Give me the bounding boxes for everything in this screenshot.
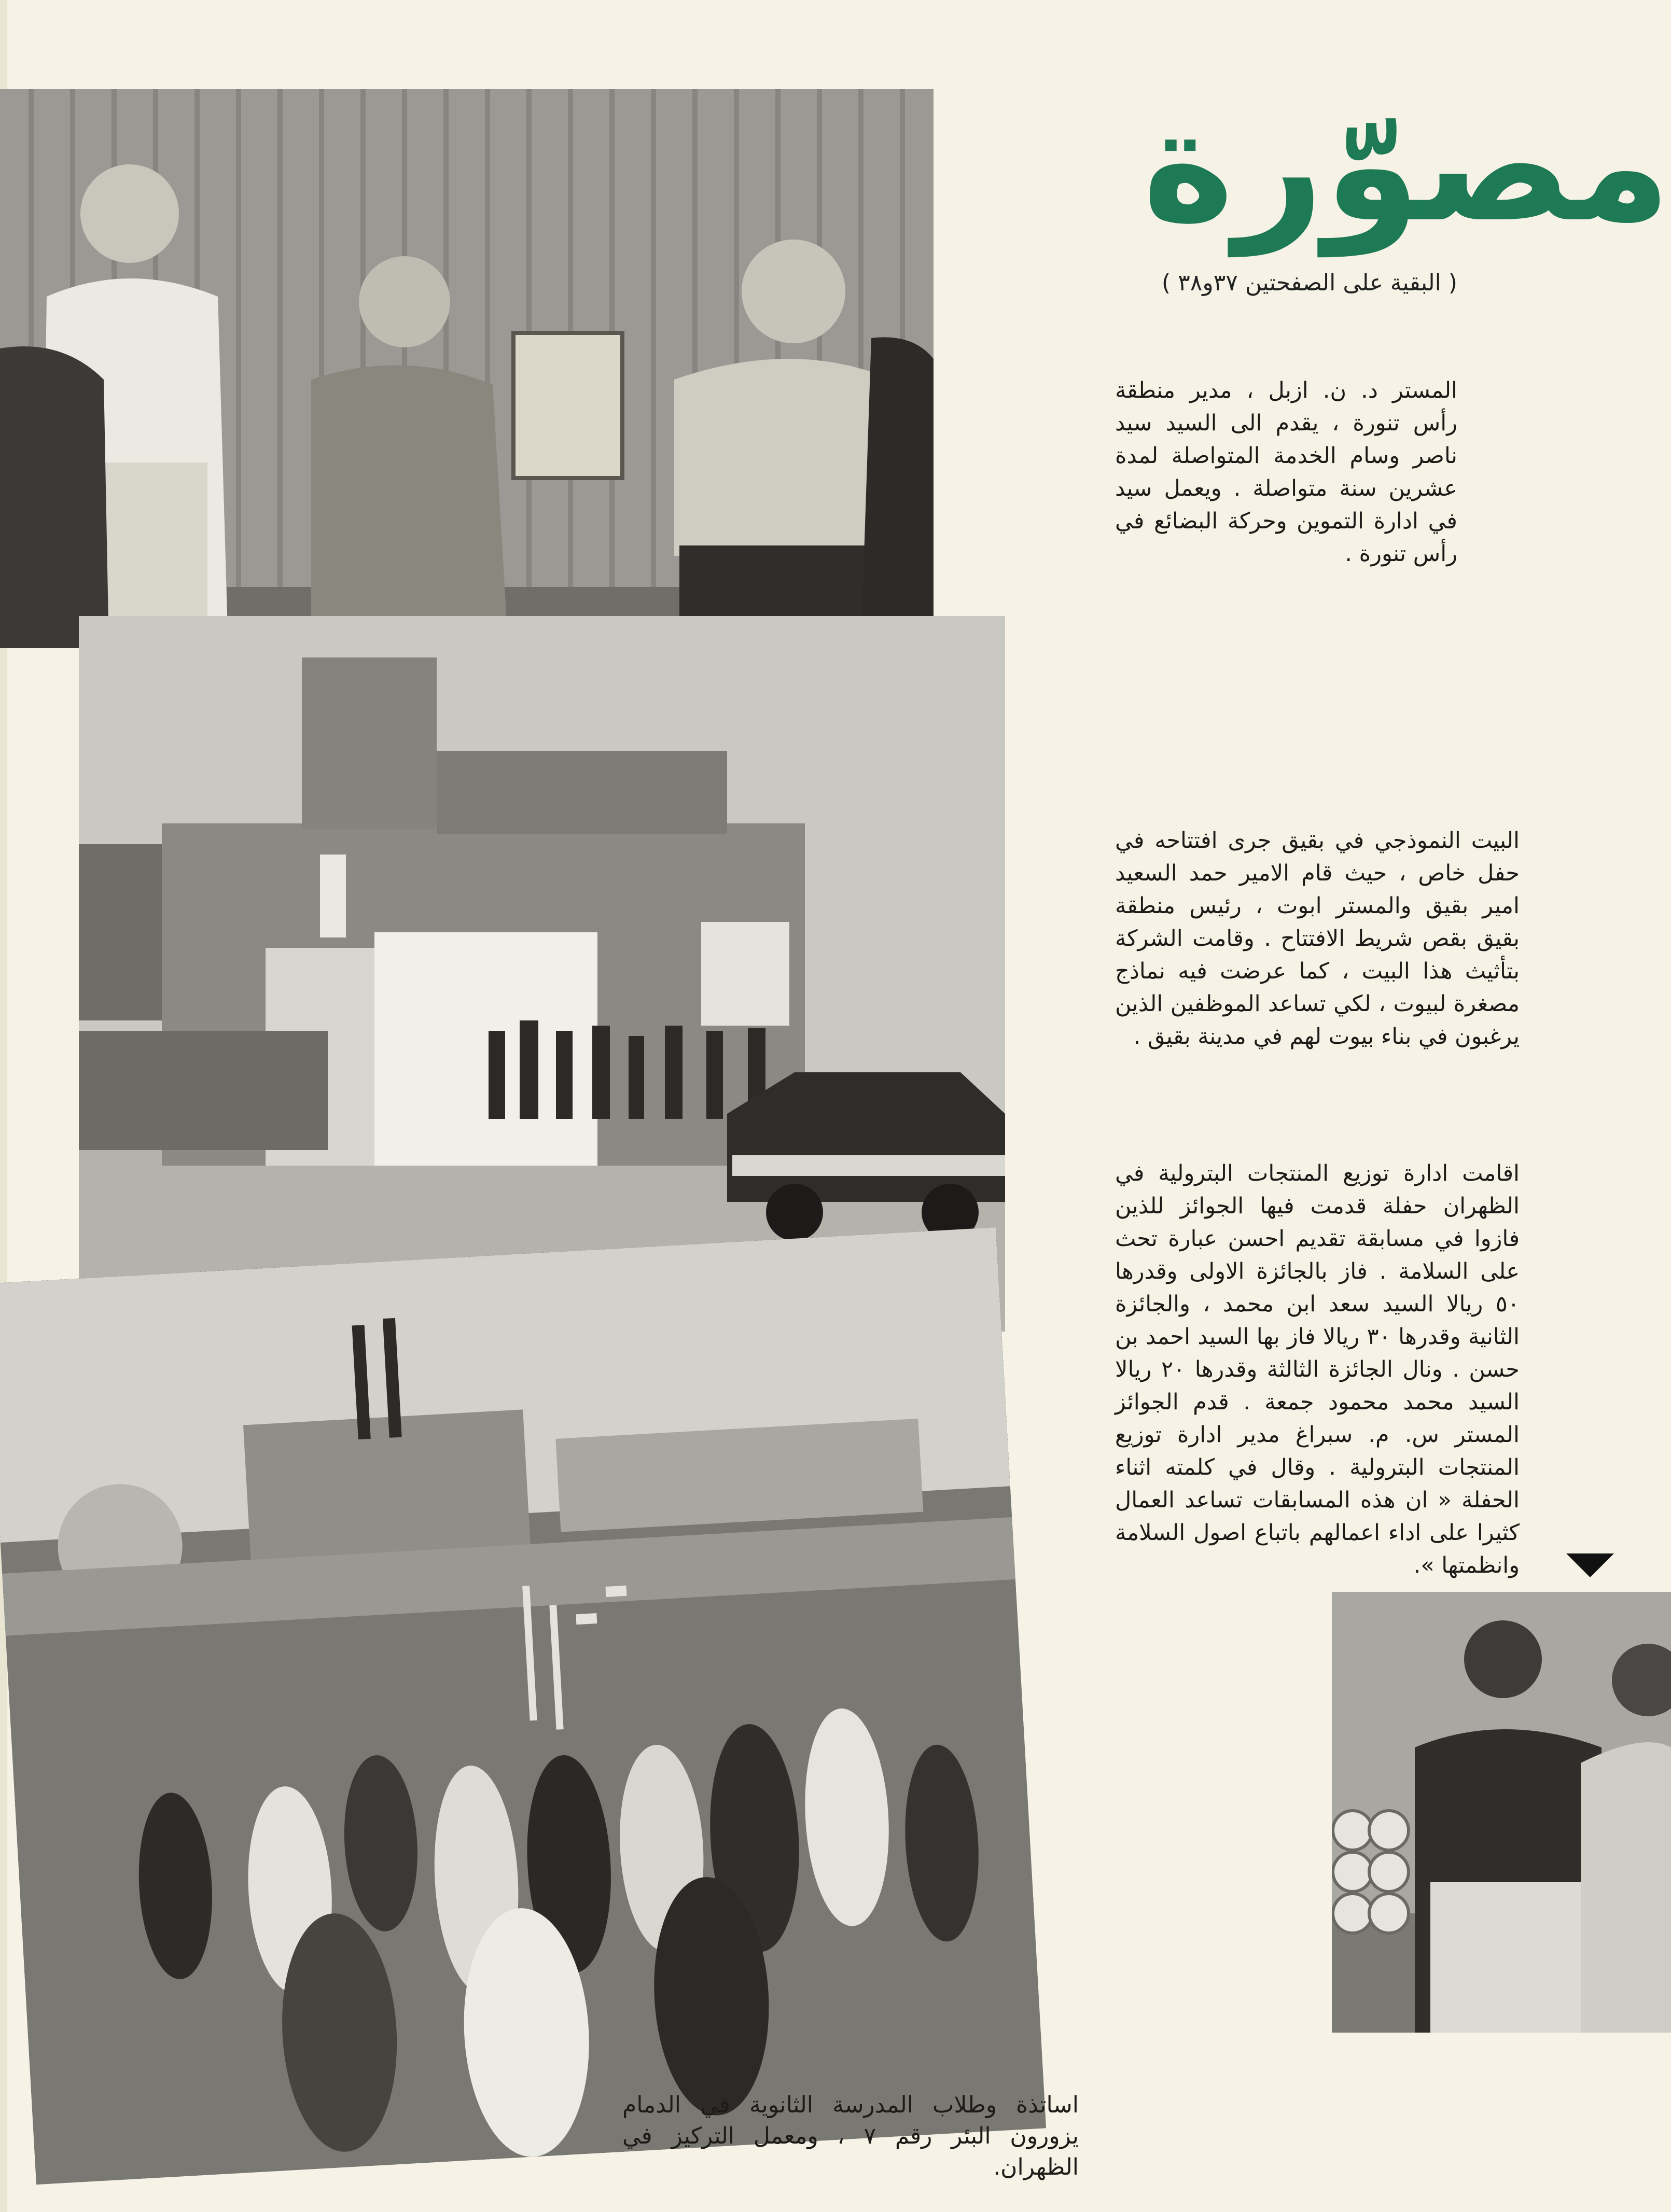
down-triangle-icon [1566,1553,1614,1577]
section-title: مصوّرة [1142,75,1671,256]
caption-safety-contest: اقامت ادارة توزيع المنتجات البترولية في الظهران حفلة قدمت فيها الجوائز للذين فازوا في مسابقة تقديم احسن عبارة تحث على السلامة . فاز بالجائزة الاولى وقدرها ٥٠ ريالا السيد سعد ابن محمد ، والجائزة الثانية وقدرها ٣٠ ريالا فاز بها السيد احمد بن حسن . ونال الجائزة الثالثة وقدرها ٢٠ ريالا السيد محمد محمود جمعة . قدم الجوائز المستر س. م. سبراغ مدير ادارة توزيع المنتجات البترولية . وقال في كلمته اثناء الحفلة « ان هذه المسابقات تساعد العمال كثيرا على اداء اعمالهم باتباع اصول السلامة وانظمتها ». [1115,1160,1520,1578]
caption-school-visit: اساتذة وطلاب المدرسة الثانوية في الدمام يزورون البئر رقم ٧ ، ومعمل التركيز في الظهران. [622,2092,1079,2180]
photo-workers [1332,1592,1671,2033]
caption-model-house: البيت النموذجي في بقيق جرى افتتاحه في حفل خاص ، حيث قام الامير حمد السعيد امير بقيق والمستر ابوت ، رئيس منطقة بقيق بقص شريط الافتتاح . وقامت الشركة بتأثيث هذا البيت ، كما عرضت فيه نماذج مصغرة لبيوت ، لكي تساعد الموظفين الذين يرغبون في بناء بيوت لهم في مدينة بقيق . [1115,828,1520,1049]
photo-model-house [79,616,1005,1332]
photo-school-visit [0,1227,1046,2185]
photo-award-handshake [0,89,934,648]
caption-award: المستر د. ن. ازبل ، مدير منطقة رأس تنورة ، يقدم الى السيد سيد ناصر وسام الخدمة المتواصلة لمدة عشرين سنة متواصلة . ويعمل سيد في ادارة التموين وحركة البضائع في رأس تنورة . [1115,377,1457,567]
continued-note: ( البقية على الصفحتين ٣٧و٣٨ ) [1161,270,1457,296]
